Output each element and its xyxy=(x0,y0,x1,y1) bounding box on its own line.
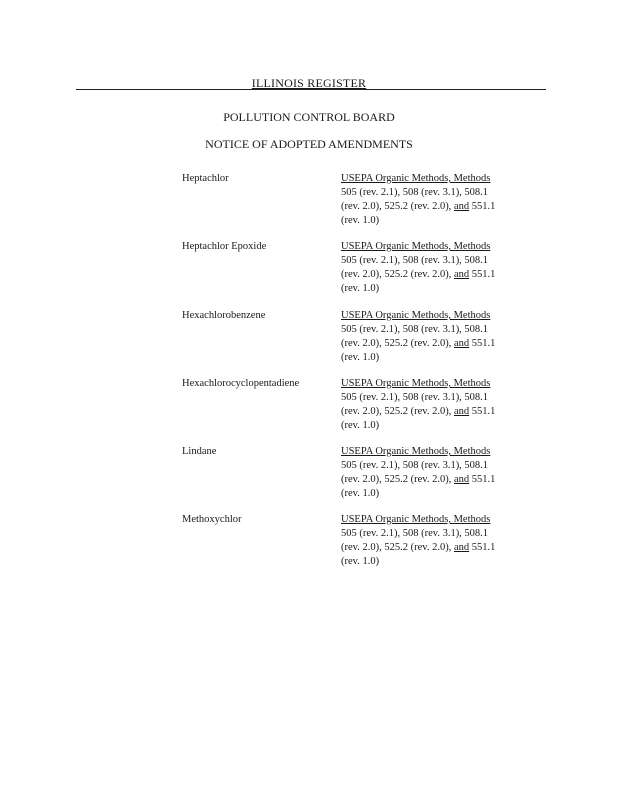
method-text xyxy=(341,377,531,433)
method-line-3-and: and xyxy=(453,406,470,417)
method-line-4: (rev. 1.0) xyxy=(341,420,380,431)
register-title: ILLINOIS REGISTER xyxy=(251,76,367,90)
method-line-3-start: (rev. 2.0), 525.2 (rev. 2.0), xyxy=(341,201,454,212)
entry-heptachlor-epoxide xyxy=(0,240,618,296)
method-line-3 xyxy=(341,268,531,282)
method-text xyxy=(341,240,531,296)
chemical-name: Hexachlorobenzene xyxy=(182,310,266,321)
method-line-3 xyxy=(341,200,531,214)
entry-hexachlorocyclopentadiene xyxy=(0,377,618,433)
method-line-3-and: and xyxy=(453,201,470,212)
method-line-2: 505 (rev. 2.1), 508 (rev. 3.1), 508.1 xyxy=(341,187,489,198)
method-line-3-end: 551.1 xyxy=(469,269,496,280)
method-line-4: (rev. 1.0) xyxy=(341,556,380,567)
method-line-2: 505 (rev. 2.1), 508 (rev. 3.1), 508.1 xyxy=(341,528,489,539)
method-line-3-end: 551.1 xyxy=(469,474,496,485)
method-line-2: 505 (rev. 2.1), 508 (rev. 3.1), 508.1 xyxy=(341,392,489,403)
method-line-3-end: 551.1 xyxy=(469,542,496,553)
method-text xyxy=(341,445,531,501)
entry-hexachlorobenzene xyxy=(0,309,618,365)
entry-methoxychlor xyxy=(0,513,618,569)
entry-heptachlor xyxy=(0,172,618,228)
chemical-name: Hexachlorocyclopentadiene xyxy=(182,378,300,389)
chemical-name: Heptachlor Epoxide xyxy=(182,241,267,252)
method-line-3 xyxy=(341,473,531,487)
method-line-2: 505 (rev. 2.1), 508 (rev. 3.1), 508.1 xyxy=(341,255,489,266)
method-line-4: (rev. 1.0) xyxy=(341,283,380,294)
entry-lindane xyxy=(0,445,618,501)
method-line-4: (rev. 1.0) xyxy=(341,215,380,226)
method-line-3-start: (rev. 2.0), 525.2 (rev. 2.0), xyxy=(341,269,454,280)
method-line-3-start: (rev. 2.0), 525.2 (rev. 2.0), xyxy=(341,406,454,417)
method-line-3 xyxy=(341,337,531,351)
method-line-1: USEPA Organic Methods, Methods xyxy=(341,173,491,184)
method-line-3 xyxy=(341,405,531,419)
header-rule xyxy=(76,89,546,90)
method-line-3-and: and xyxy=(453,542,470,553)
method-line-3-end: 551.1 xyxy=(469,201,496,212)
method-line-4: (rev. 1.0) xyxy=(341,488,380,499)
method-line-3-end: 551.1 xyxy=(469,406,496,417)
method-line-1: USEPA Organic Methods, Methods xyxy=(341,310,491,321)
method-line-3-start: (rev. 2.0), 525.2 (rev. 2.0), xyxy=(341,338,454,349)
method-line-3-and: and xyxy=(453,269,470,280)
chemical-name: Heptachlor xyxy=(182,173,229,184)
method-line-1: USEPA Organic Methods, Methods xyxy=(341,378,491,389)
method-line-2: 505 (rev. 2.1), 508 (rev. 3.1), 508.1 xyxy=(341,324,489,335)
method-text xyxy=(341,172,531,228)
chemical-name: Methoxychlor xyxy=(182,514,242,525)
method-line-3-start: (rev. 2.0), 525.2 (rev. 2.0), xyxy=(341,474,454,485)
method-line-3-and: and xyxy=(453,338,470,349)
method-line-3-end: 551.1 xyxy=(469,338,496,349)
method-line-1: USEPA Organic Methods, Methods xyxy=(341,241,491,252)
method-line-3 xyxy=(341,541,531,555)
method-line-4: (rev. 1.0) xyxy=(341,352,380,363)
method-line-2: 505 (rev. 2.1), 508 (rev. 3.1), 508.1 xyxy=(341,460,489,471)
method-line-3-start: (rev. 2.0), 525.2 (rev. 2.0), xyxy=(341,542,454,553)
chemical-name: Lindane xyxy=(182,446,217,457)
method-line-1: USEPA Organic Methods, Methods xyxy=(341,446,491,457)
method-line-1: USEPA Organic Methods, Methods xyxy=(341,514,491,525)
method-text xyxy=(341,513,531,569)
method-text xyxy=(341,309,531,365)
board-name: POLLUTION CONTROL BOARD xyxy=(223,110,395,124)
method-line-3-and: and xyxy=(453,474,470,485)
notice-heading: NOTICE OF ADOPTED AMENDMENTS xyxy=(205,137,413,151)
